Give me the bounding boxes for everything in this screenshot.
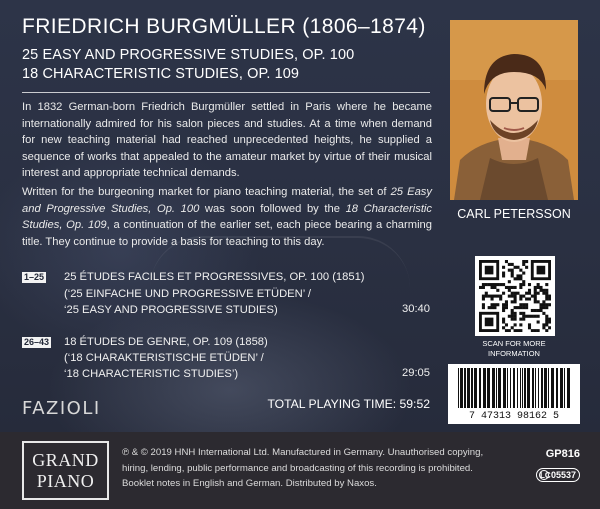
subtitle-op109: 18 CHARACTERISTIC STUDIES, OP. 109 bbox=[22, 66, 300, 82]
qr-code-icon[interactable] bbox=[475, 256, 555, 336]
fazioli-logo: FAZIOLI bbox=[22, 398, 101, 419]
track-duration: 30:40 bbox=[402, 303, 430, 315]
label-code: LC 05537 bbox=[536, 468, 580, 482]
barcode bbox=[448, 364, 580, 424]
footer bbox=[0, 432, 600, 509]
catalogue-number: GP816 bbox=[545, 448, 580, 460]
intro-paragraph: In 1832 German-born Friedrich Burgmüller settled in Paris where he became internationally admired for his salon pieces and studies. At a time when demand for new teaching material had reached unprecedented heights, he supplied a sequence of works that appealed to the amateur market by virtue of their musical interest and appropriate technical demands. bbox=[22, 101, 432, 180]
portrait-photo bbox=[450, 20, 578, 200]
track-alt-title: ‘18 CHARACTERISTIC STUDIES’) bbox=[64, 368, 239, 380]
grand-piano-logo: GRAND PIANO bbox=[22, 441, 109, 500]
lc-icon: LC bbox=[539, 471, 551, 480]
subtitle-op100: 25 EASY AND PROGRESSIVE STUDIES, OP. 100 bbox=[22, 47, 355, 63]
track-range-badge: 26–43 bbox=[24, 337, 50, 347]
qr-caption: SCAN FOR MORE INFORMATION bbox=[482, 339, 546, 358]
track-title: 25 ÉTUDES FACILES ET PROGRESSIVES, OP. 100 (1851) bbox=[64, 271, 365, 283]
artist-name: CARL PETERSSON bbox=[457, 207, 571, 221]
total-playing-time: TOTAL PLAYING TIME: 59:52 bbox=[267, 397, 430, 411]
description-paragraph: Written for the burgeoning market for piano teaching material, the set of 25 Easy and Progressive Studies, Op. 100 was soon followed by the 18 Characteristic Studies, Op. 109, a continuation of the earlier set, each piece bearing a charming title. They continue to provide a basis for teaching to this day. bbox=[22, 186, 433, 248]
title-divider bbox=[22, 92, 430, 93]
track-range-badge: 1–25 bbox=[24, 272, 45, 282]
track-alt-title: (‘25 EINFACHE UND PROGRESSIVE ETÜDEN’ / bbox=[64, 288, 311, 300]
track-title: 18 ÉTUDES DE GENRE, OP. 109 (1858) bbox=[64, 336, 268, 348]
track-alt-title: (‘18 CHARAKTERISTISCHE ETÜDEN’ / bbox=[64, 352, 264, 364]
composer-title: FRIEDRICH BURGMÜLLER (1806–1874) bbox=[22, 15, 426, 38]
track-duration: 29:05 bbox=[402, 367, 430, 379]
track-alt-title: ‘25 EASY AND PROGRESSIVE STUDIES) bbox=[64, 304, 278, 316]
barcode-digits: 7 47313 98162 5 bbox=[468, 411, 559, 422]
legal-notice: ℗ & © 2019 HNH International Ltd. Manufactured in Germany. Unauthorised copying, hiring, lending, public performance and broadcasting of this recording is prohibited. Booklet notes in English and German. Distributed by Naxos. bbox=[122, 447, 484, 489]
